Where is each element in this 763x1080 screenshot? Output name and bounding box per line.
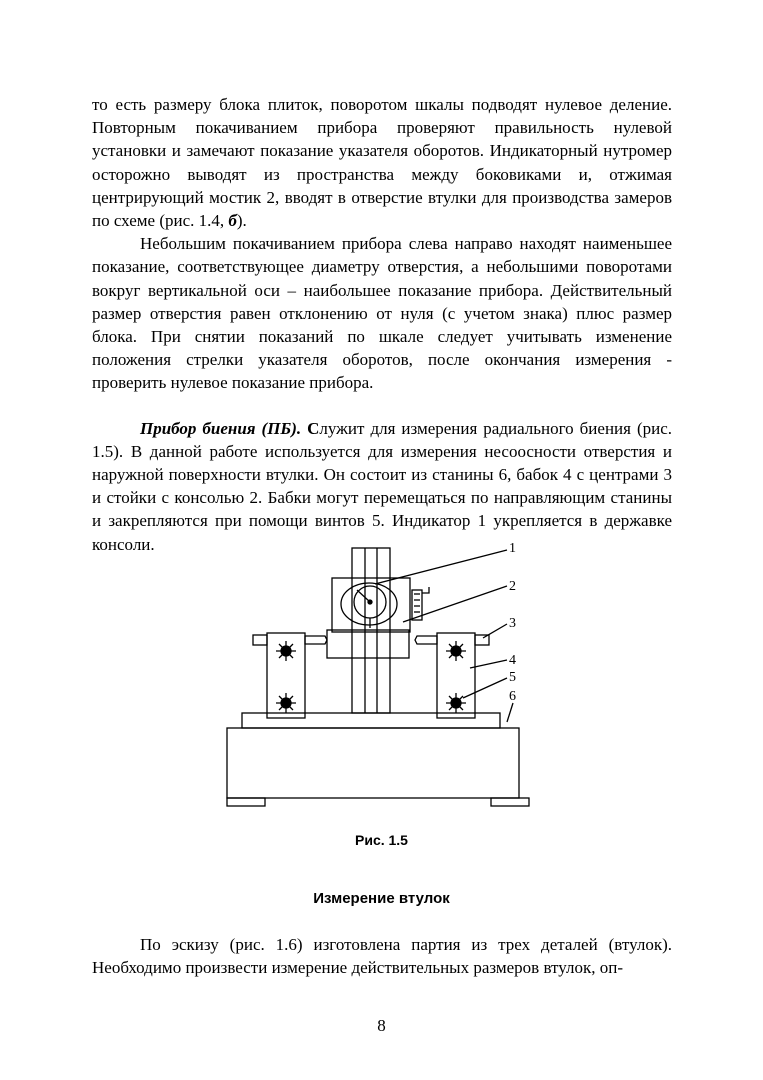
leader-line-5 [463,678,507,698]
leader-line-6 [507,703,513,722]
screw-left-bottom [276,693,296,713]
left-center-body [253,635,267,645]
bed-foot-right [491,798,529,806]
right-center-body [475,635,489,645]
runout-gauge-figure [215,538,535,814]
bed-foot-left [227,798,265,806]
screw-left-top [276,641,296,661]
bed-base [227,728,519,798]
term-runout-gauge: Прибор биения (ПБ). [140,418,302,438]
label-6: 6 [509,689,516,704]
label-4: 4 [509,653,516,668]
page-number: 8 [377,1016,386,1035]
leader-line-2 [403,586,507,622]
knob-handle [422,587,429,593]
section-title: Измерение втулок [313,890,450,907]
text-upper [92,93,672,556]
paragraph-2: Небольшим покачиванием прибора слева направо находят наименьшее показание, соответствующее диаметру отверстия, а небольшими поворотами вокруг вертикальной оси – наибольшее показание прибора. Действительный размер отверстия равен отклонению от нуля (с учетом знака) плюс размер блока. При снятии показаний по шкале следует учитывать изменение положения стрелки указателя оборотов, после окончания измерения - проверить нулевое показание прибора. [92,234,672,393]
leader-line-3 [483,624,507,638]
paragraph-continuation [92,93,672,232]
right-center-point [415,636,437,644]
paragraph-4: По эскизу (рис. 1.6) изготовлена партия из трех деталей (втулок). Необходимо произвести измерение действительных размеров втулок, оп- [92,935,672,978]
label-3: 3 [509,616,516,631]
paragraph-3-text: лужит для измерения радиального биения (рис. 1.5). В данной работе используется для измерения несоосности отверстия и наружной поверхности втулки. Он состоит из станины 6, бабок 4 с центрами 3 и стойки с консолью 2. Бабки могут перемещаться по направляющим станины и закрепляются при помощи винтов 5. Индикатор 1 укрепляется в державке консоли. [92,418,673,554]
figure-caption: Рис. 1.5 [355,832,408,848]
figure-ref-italic: б [228,211,237,231]
lead-letter: С [307,418,320,438]
paragraph-1-tail: ). [236,211,247,231]
dial-needle [357,590,370,602]
paragraph-3 [92,417,672,556]
label-1: 1 [509,541,516,556]
leader-line-1 [375,550,507,584]
text-lower [92,933,672,979]
label-2: 2 [509,579,516,594]
guide-rail [242,713,500,728]
left-center-point [305,636,327,644]
screw-right-bottom [446,693,466,713]
paragraph-1-text: то есть размеру блока плиток, поворотом шкалы подводят нулевое деление. Повторным покачиванием прибора проверяют правильность нулевой установки и замечают показание указателя оборотов. Индикаторный нутромер осторожно выводят из пространства между боковиками и, отжимая центрирующий мостик 2, вводят в отверстие втулки для производства замеров по схеме (рис. 1.4, [92,95,672,231]
console-bushing [327,630,409,658]
screw-right-top [446,641,466,661]
label-5: 5 [509,670,516,685]
